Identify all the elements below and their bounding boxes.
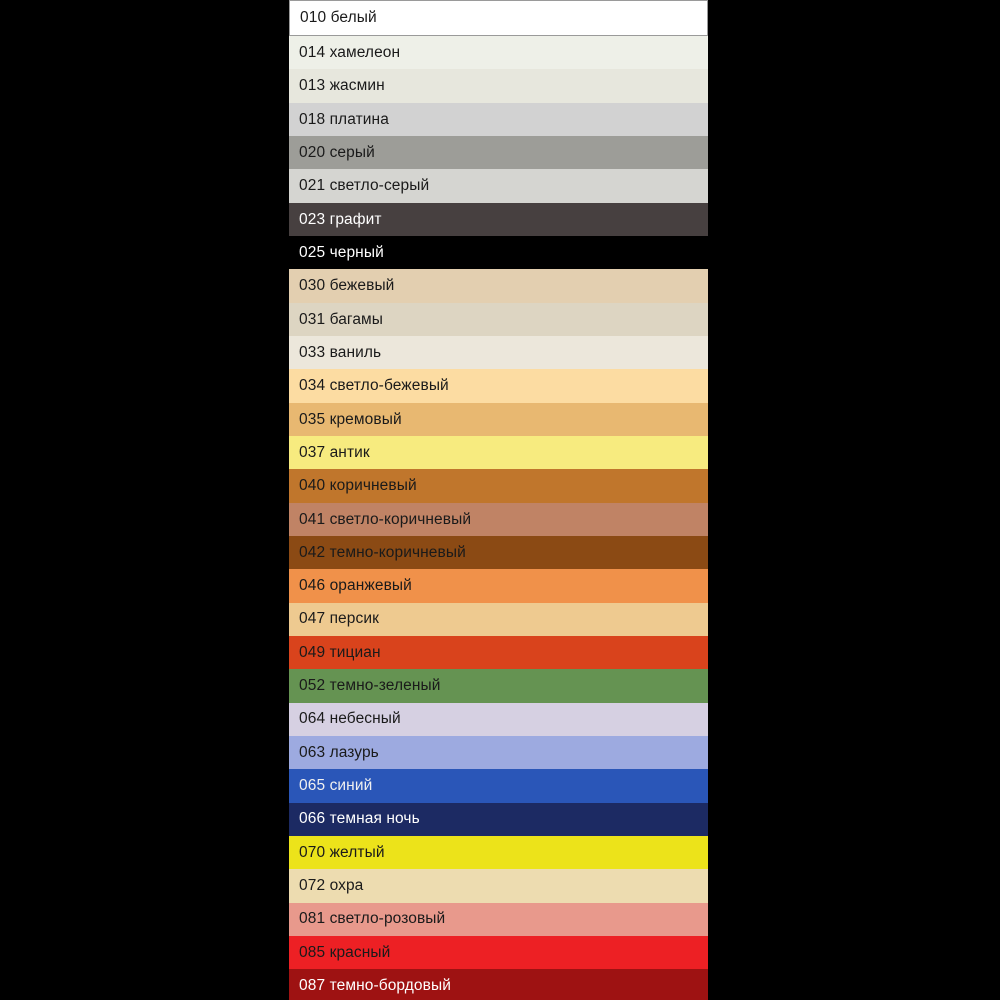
color-row-label: 064 небесный	[299, 710, 401, 728]
color-row-label: 065 синий	[299, 777, 373, 795]
color-row-label: 063 лазурь	[299, 743, 379, 761]
color-row-label: 013 жасмин	[299, 77, 385, 95]
color-row-label: 020 серый	[299, 143, 375, 161]
color-row[interactable]	[289, 0, 708, 36]
color-row[interactable]	[289, 203, 708, 236]
color-row-label: 047 персик	[299, 610, 379, 628]
color-row[interactable]	[289, 269, 708, 302]
color-row-label: 040 коричневый	[299, 477, 417, 495]
color-row-label: 046 оранжевый	[299, 577, 412, 595]
color-row-label: 033 ваниль	[299, 343, 382, 361]
color-row[interactable]	[289, 669, 708, 702]
color-row[interactable]	[289, 703, 708, 736]
color-row[interactable]	[289, 503, 708, 536]
color-row-label: 031 багамы	[299, 310, 384, 328]
color-row[interactable]	[289, 969, 708, 1000]
color-row-label: 085 красный	[299, 943, 391, 961]
color-row-label: 023 графит	[299, 210, 382, 228]
color-row[interactable]	[289, 769, 708, 802]
color-row[interactable]	[289, 836, 708, 869]
color-row[interactable]	[289, 236, 708, 269]
color-row-label: 072 охра	[299, 877, 364, 895]
color-row[interactable]	[289, 336, 708, 369]
color-row[interactable]	[289, 636, 708, 669]
color-row[interactable]	[289, 736, 708, 769]
color-row-label: 049 тициан	[299, 643, 381, 661]
color-row[interactable]	[289, 536, 708, 569]
color-row[interactable]	[289, 69, 708, 102]
color-row[interactable]	[289, 303, 708, 336]
color-row-label: 042 темно-коричневый	[299, 543, 466, 561]
color-row-label: 066 темная ночь	[299, 810, 420, 828]
color-row-label: 034 светло-бежевый	[299, 377, 449, 395]
color-row[interactable]	[289, 469, 708, 502]
color-row[interactable]	[289, 103, 708, 136]
color-row[interactable]	[289, 803, 708, 836]
color-row-label: 018 платина	[299, 110, 389, 128]
color-row-label: 081 светло-розовый	[299, 910, 446, 928]
color-row-label: 041 светло-коричневый	[299, 510, 472, 528]
color-row-label: 052 темно-зеленый	[299, 677, 441, 695]
color-row[interactable]	[289, 903, 708, 936]
color-list-panel[interactable]	[289, 0, 708, 1000]
color-row-label: 087 темно-бордовый	[299, 977, 451, 995]
color-row-label: 025 черный	[299, 243, 384, 261]
color-row-label: 021 светло-серый	[299, 177, 430, 195]
color-row[interactable]	[289, 569, 708, 602]
color-row-label: 037 антик	[299, 443, 370, 461]
color-row[interactable]	[289, 369, 708, 402]
color-row-label: 030 бежевый	[299, 277, 395, 295]
color-row[interactable]	[289, 869, 708, 902]
color-row-label: 010 белый	[300, 9, 377, 27]
color-row[interactable]	[289, 169, 708, 202]
color-row-label: 035 кремовый	[299, 410, 402, 428]
color-row[interactable]	[289, 403, 708, 436]
color-row-label: 014 хамелеон	[299, 43, 401, 61]
color-row[interactable]	[289, 136, 708, 169]
color-row[interactable]	[289, 436, 708, 469]
color-row-label: 070 желтый	[299, 843, 385, 861]
color-row[interactable]	[289, 936, 708, 969]
color-row[interactable]	[289, 603, 708, 636]
color-row[interactable]	[289, 36, 708, 69]
